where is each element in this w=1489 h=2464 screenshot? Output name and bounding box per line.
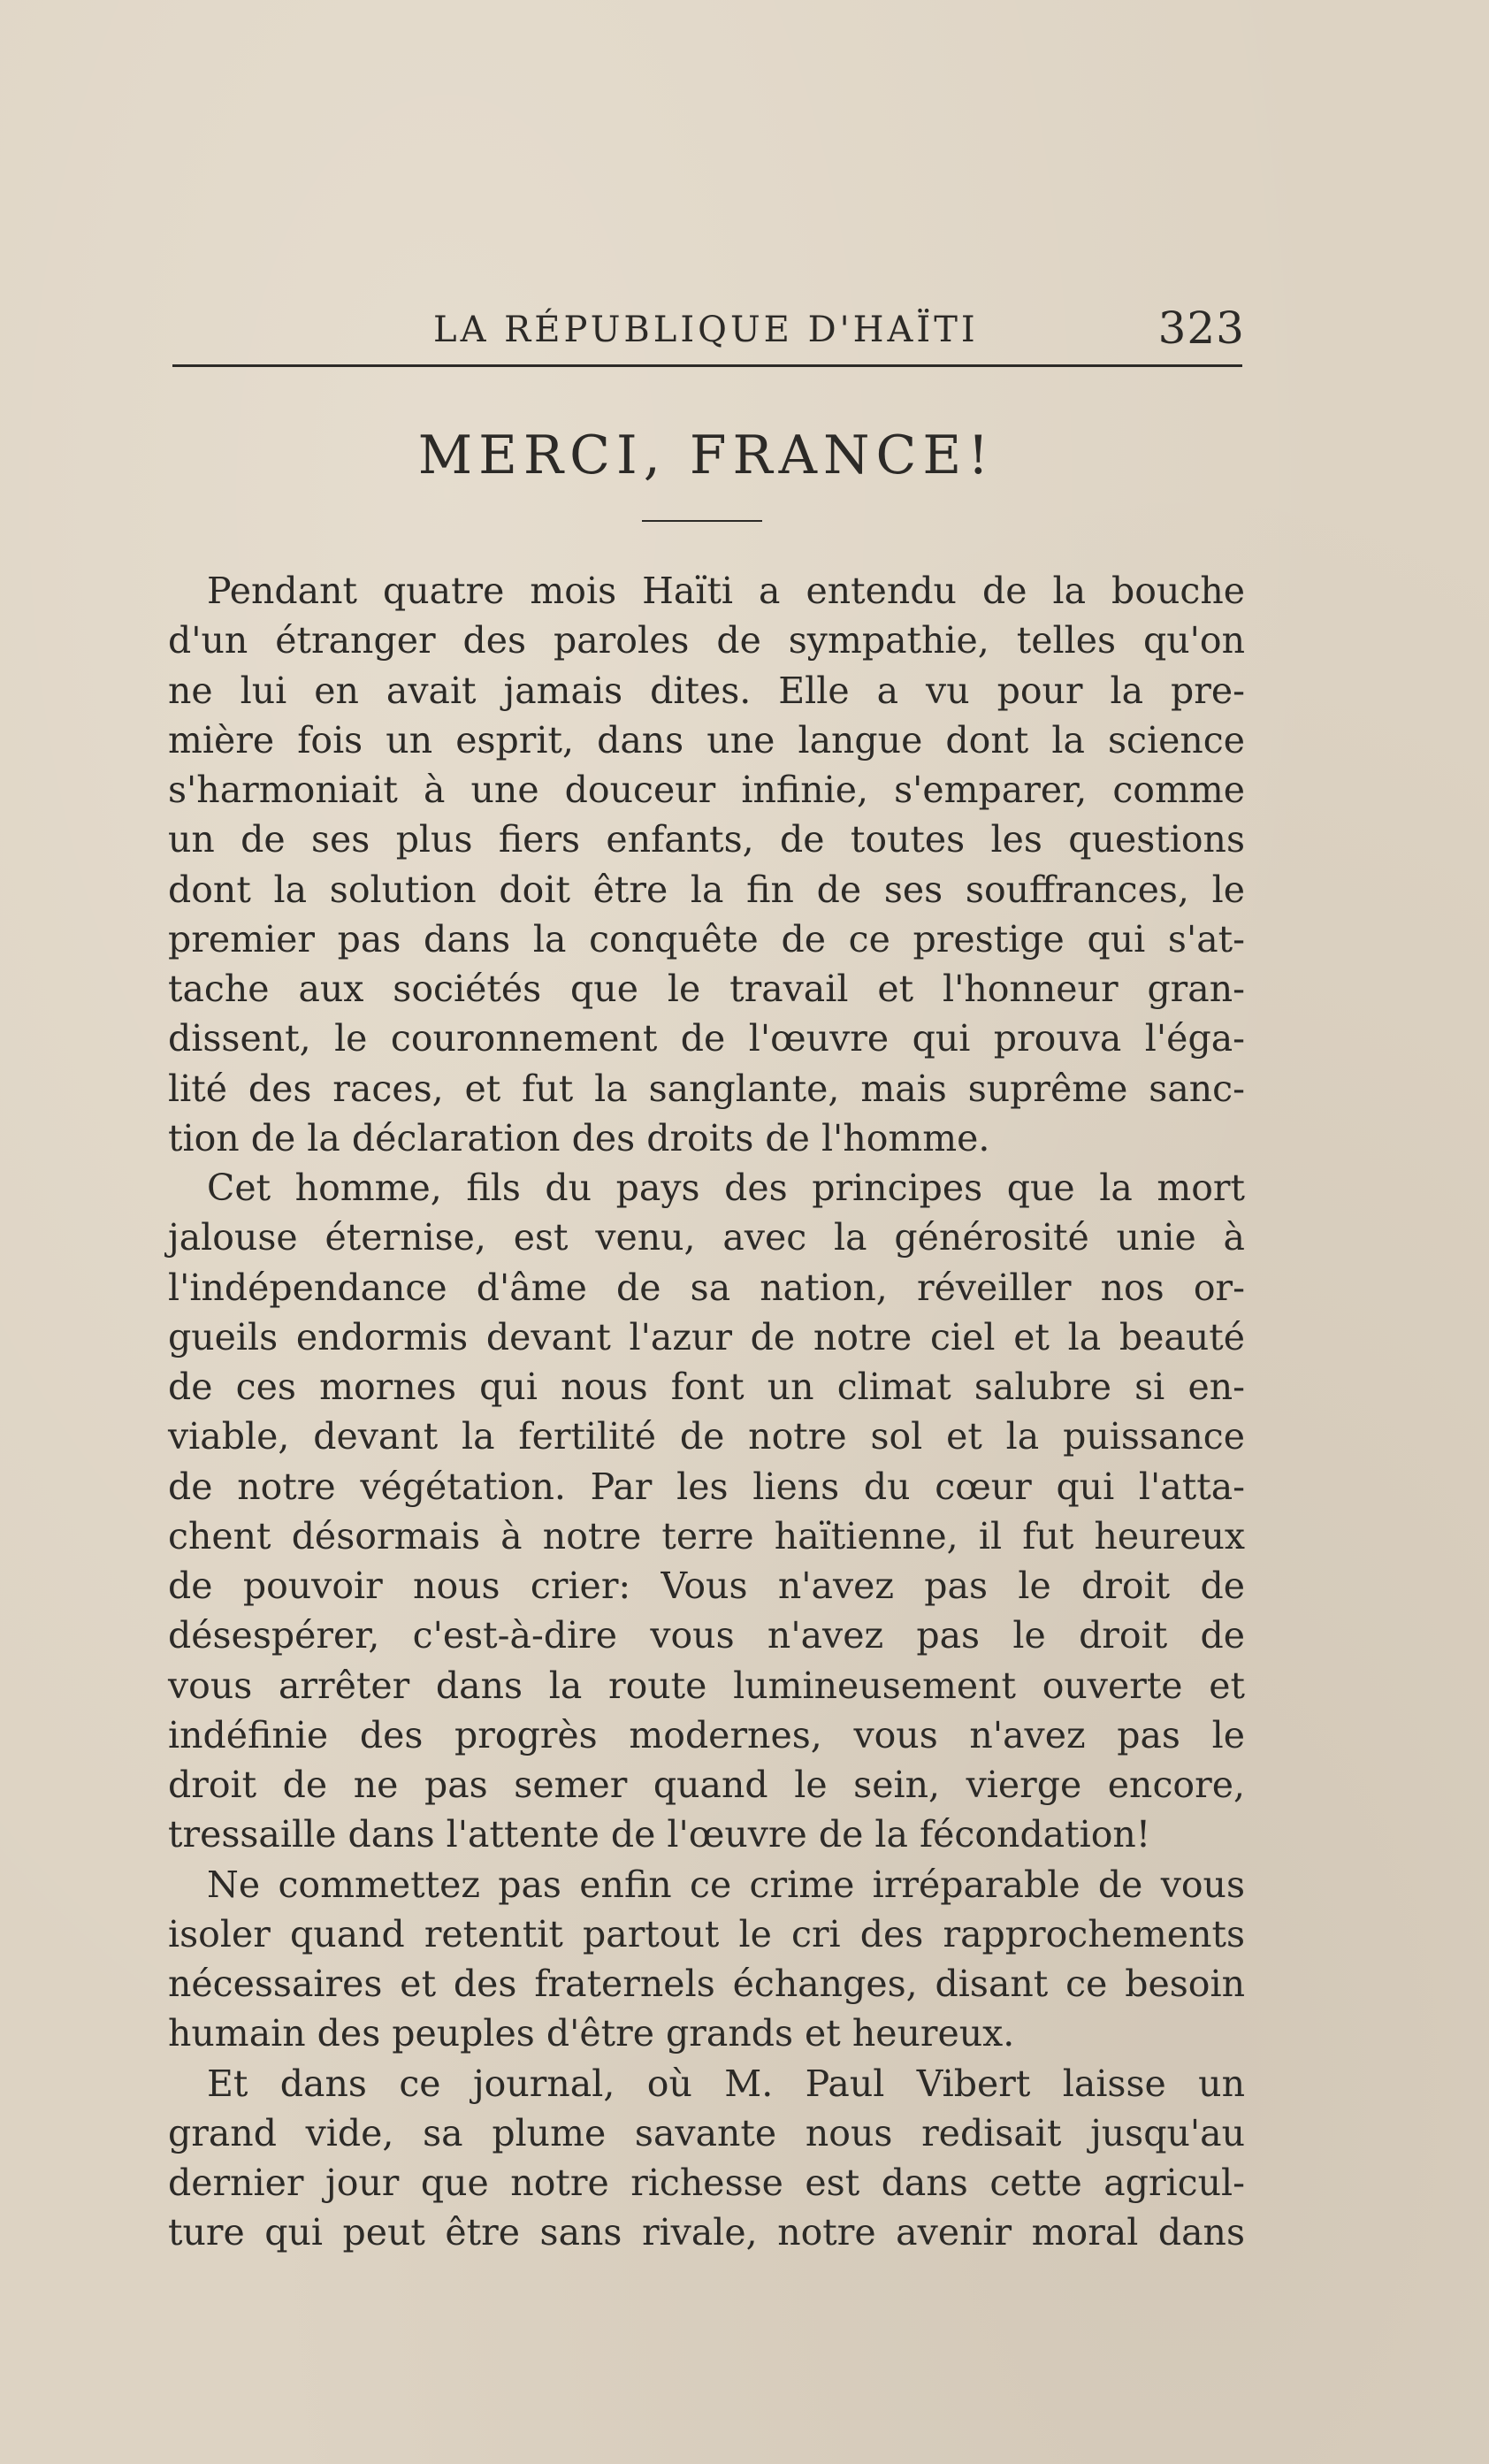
text-line: vous arrêter dans la route lumineusement ouverte et [168,1664,1245,1707]
running-head [168,301,1245,363]
chapter-title: MERCI, FRANCE! [417,425,996,486]
running-title: LA RÉPUBLIQUE D'HAÏTI [433,310,979,350]
text-line: indéfinie des progrès modernes, vous n'avez pas le [168,1713,1245,1756]
text-line: jalouse éternise, est venu, avec la générosité unie à [168,1216,1245,1259]
text-line: ne lui en avait jamais dites. Elle a vu pour la pre- [168,669,1245,712]
text-line: Cet homme, fils du pays des principes que la mort [207,1167,1245,1209]
body-text [168,566,1245,2258]
text-line: de notre végétation. Par les liens du cœur qui l'atta- [168,1465,1245,1508]
text-line: premier pas dans la conquête de ce prestige qui s'at- [168,917,1245,960]
text-line: désespérer, c'est-à-dire vous n'avez pas le droit de [168,1614,1245,1657]
text-line: chent désormais à notre terre haïtienne, il fut heureux [168,1514,1245,1557]
text-line: Ne commettez pas enfin ce crime irréparable de vous [207,1863,1245,1906]
text-line: d'un étranger des paroles de sympathie, telles qu'on [168,619,1245,662]
text-line: dernier jour que notre richesse est dans cette agricul- [168,2162,1245,2204]
text-line: nécessaires et des fraternels échanges, disant ce besoin [168,1963,1245,2005]
text-line: isoler quand retentit partout le cri des rapprochements [168,1912,1245,1955]
text-line: Et dans ce journal, où M. Paul Vibert laisse un [207,2062,1245,2105]
text-line: viable, devant la fertilité de notre sol et la puissance [168,1415,1245,1458]
text-line: un de ses plus fiers enfants, de toutes les questions [168,818,1245,861]
text-line: gueils endormis devant l'azur de notre ciel et la beauté [168,1315,1245,1358]
title-rule [642,520,762,522]
text-line: tressaille dans l'attente de l'œuvre de la fécondation! [168,1813,1151,1856]
page-number: 323 [1157,302,1245,354]
text-line: dont la solution doit être la fin de ses souffrances, le [168,868,1245,911]
text-line: grand vide, sa plume savante nous redisait jusqu'au [168,2111,1245,2154]
text-line: l'indépendance d'âme de sa nation, réveiller nos or- [168,1266,1245,1309]
text-line: de pouvoir nous crier: Vous n'avez pas le droit de [168,1565,1245,1607]
header-rule [172,364,1242,367]
text-line: ture qui peut être sans rivale, notre avenir moral dans [168,2211,1245,2254]
text-line: tache aux sociétés que le travail et l'honneur gran- [168,968,1245,1010]
text-line: de ces mornes qui nous font un climat salubre si en- [168,1366,1245,1408]
text-line: mière fois un esprit, dans une langue dont la science [168,718,1245,761]
text-line: s'harmoniait à une douceur infinie, s'emparer, comme [168,769,1245,811]
text-line: lité des races, et fut la sanglante, mais suprême sanc- [168,1067,1245,1110]
text-line: tion de la déclaration des droits de l'homme. [168,1116,990,1159]
text-line: Pendant quatre mois Haïti a entendu de la bouche [207,570,1245,612]
text-line: humain des peuples d'être grands et heureux. [168,2012,1015,2055]
text-line: dissent, le couronnement de l'œuvre qui prouva l'éga- [168,1017,1245,1060]
text-line: droit de ne pas semer quand le sein, vierge encore, [168,1764,1245,1806]
